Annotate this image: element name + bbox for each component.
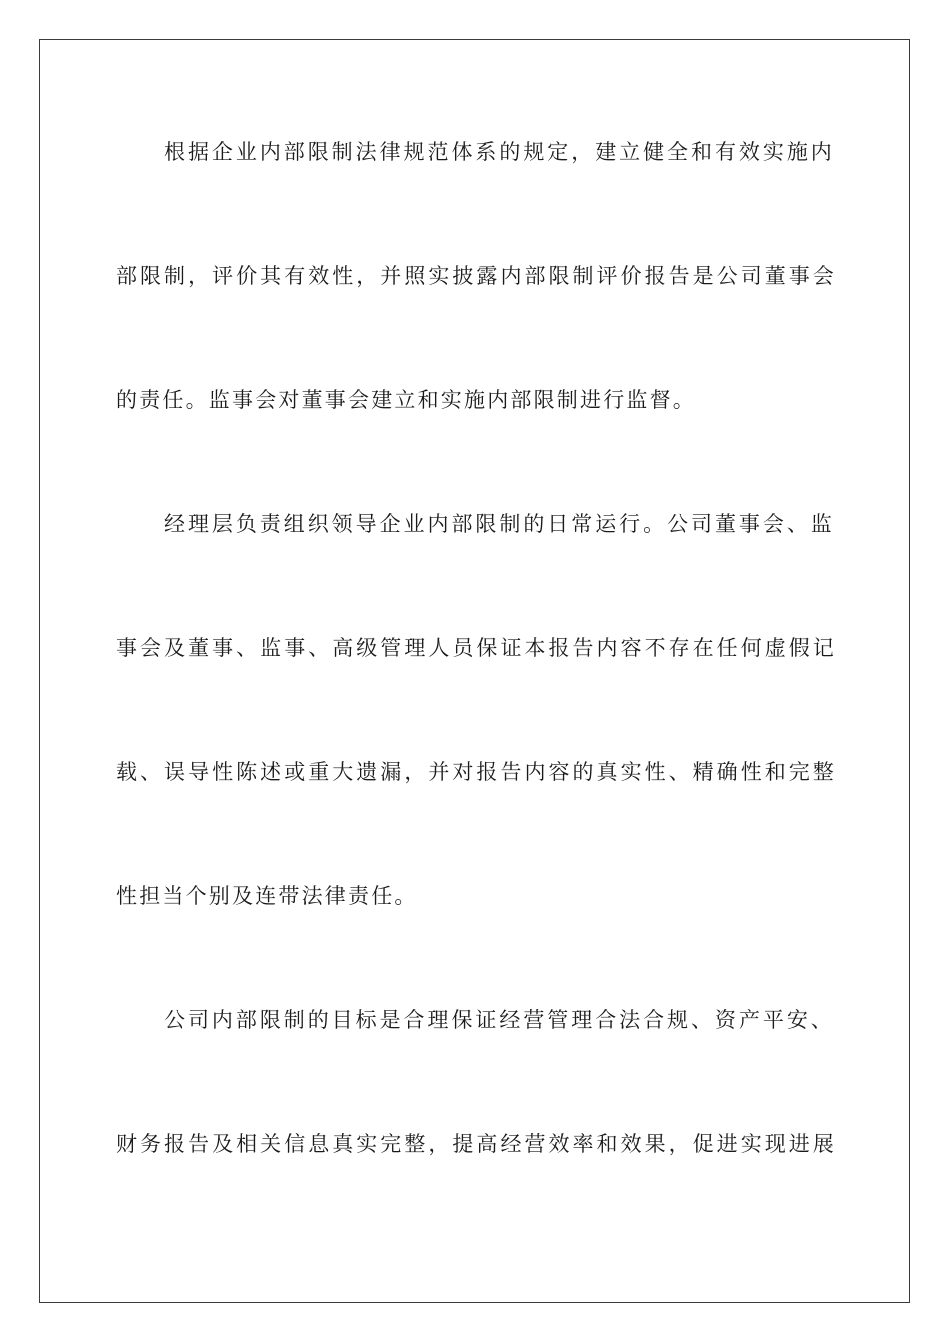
paragraph-3-line-1: 公司内部限制的目标是合理保证经营管理合法合规、资产平安、 [164,1008,834,1032]
page-border [39,39,910,1303]
paragraph-1-line-3: 的责任。监事会对董事会建立和实施内部限制进行监督。 [116,388,696,412]
paragraph-2-line-4: 性担当个别及连带法律责任。 [116,884,418,908]
paragraph-2-line-2: 事会及董事、监事、高级管理人员保证本报告内容不存在任何虚假记 [116,636,836,660]
paragraph-1-line-1: 根据企业内部限制法律规范体系的规定，建立健全和有效实施内 [164,140,834,164]
paragraph-2-line-3: 载、误导性陈述或重大遗漏，并对报告内容的真实性、精确性和完整 [116,760,836,784]
paragraph-2-line-1: 经理层负责组织领导企业内部限制的日常运行。公司董事会、监 [164,512,834,536]
paragraph-1-line-2: 部限制，评价其有效性，并照实披露内部限制评价报告是公司董事会 [116,264,836,288]
paragraph-3-line-2: 财务报告及相关信息真实完整，提高经营效率和效果，促进实现进展 [116,1132,836,1156]
